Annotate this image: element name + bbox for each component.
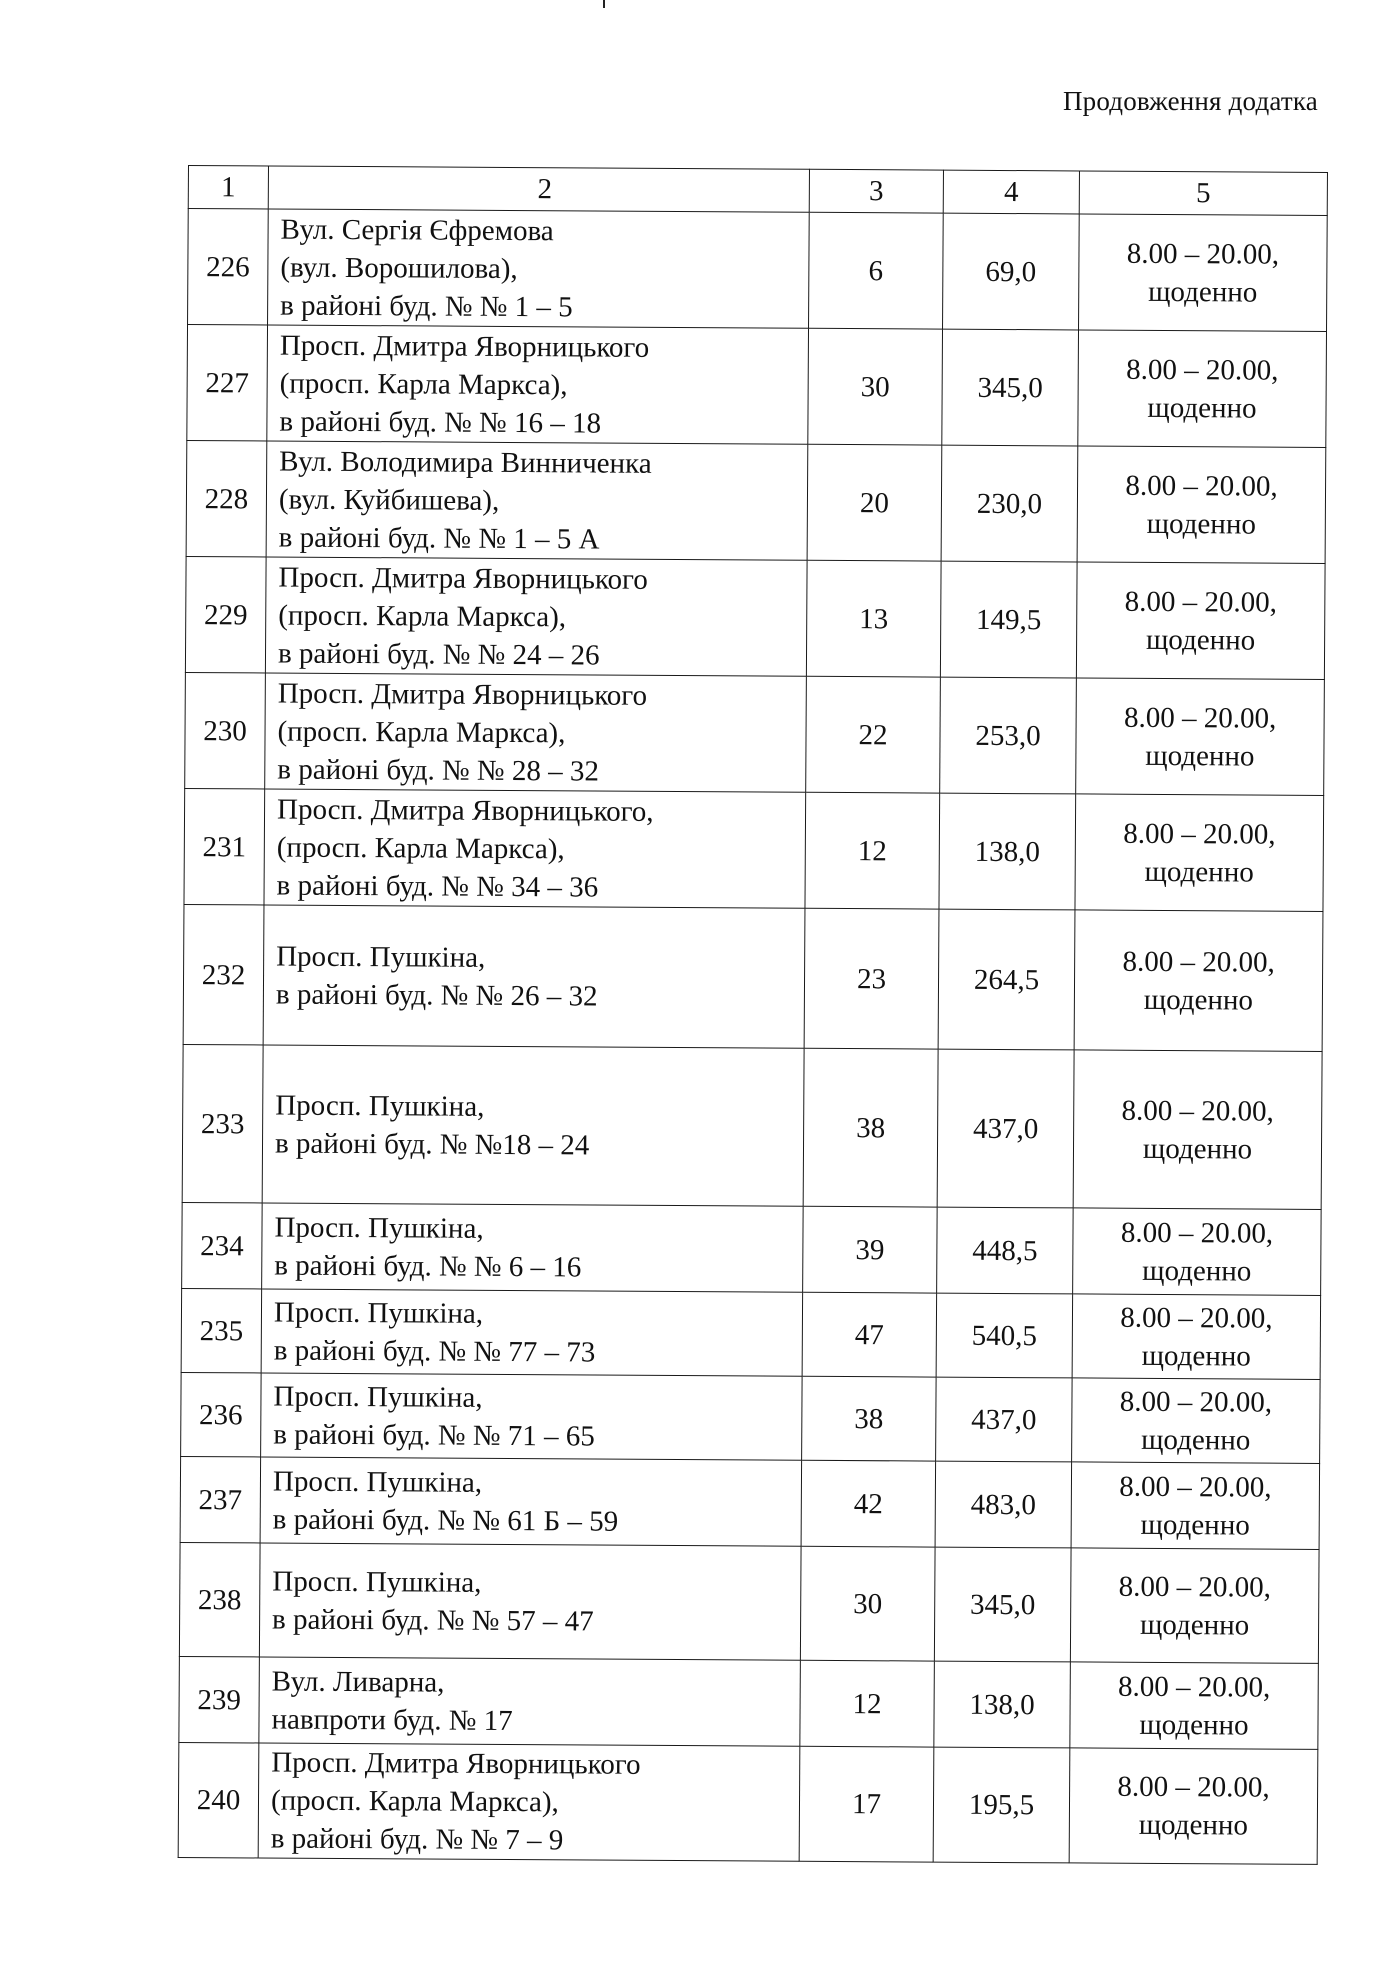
- address-line: в районі буд. № № 71 – 65: [273, 1418, 595, 1453]
- header-col-4: 4: [943, 170, 1079, 214]
- column-3-value: 30: [800, 1546, 935, 1661]
- column-3-value: 6: [809, 212, 944, 329]
- column-3-value: 20: [807, 444, 942, 561]
- address-line: в районі буд. № № 16 – 18: [279, 405, 602, 440]
- column-3-value: 39: [803, 1206, 938, 1293]
- column-4-value: 540,5: [936, 1293, 1073, 1378]
- address-line: Просп. Пушкіна,: [272, 1565, 482, 1599]
- address-line: Просп. Пушкіна,: [274, 1211, 484, 1245]
- schedule-cell: [1075, 794, 1324, 912]
- schedule-line: щоденно: [1141, 1339, 1251, 1373]
- schedule-cell: [1072, 1294, 1321, 1380]
- address-line: в районі буд. № № 57 – 47: [272, 1603, 594, 1638]
- address-line: навпроти буд. № 17: [271, 1703, 513, 1737]
- placement-table: [178, 165, 1328, 1865]
- address-cell: [263, 905, 805, 1048]
- address-cell: [267, 325, 809, 444]
- address-line: в районі буд. № № 6 – 16: [274, 1249, 582, 1283]
- column-4-value: 195,5: [933, 1747, 1070, 1863]
- schedule-line: 8.00 – 20.00,: [1126, 353, 1279, 387]
- column-4-value: 345,0: [942, 329, 1079, 446]
- table-row: [187, 325, 1327, 448]
- address-line: Просп. Пушкіна,: [276, 940, 486, 974]
- schedule-line: 8.00 – 20.00,: [1120, 1216, 1274, 1250]
- address-line: (просп. Карла Маркса),: [277, 715, 566, 749]
- schedule-line: 8.00 – 20.00,: [1118, 1670, 1271, 1704]
- schedule-line: щоденно: [1139, 1608, 1250, 1642]
- table-row: [180, 1456, 1320, 1549]
- schedule-cell: [1076, 562, 1325, 680]
- column-3-value: 13: [806, 560, 941, 677]
- row-number: 228: [186, 440, 267, 556]
- column-4-value: 138,0: [939, 793, 1076, 910]
- column-3-value: 38: [803, 1048, 938, 1207]
- schedule-cell: [1077, 446, 1326, 564]
- schedule-line: щоденно: [1141, 1423, 1251, 1457]
- schedule-line: 8.00 – 20.00,: [1123, 701, 1277, 735]
- schedule-cell: [1070, 1548, 1319, 1664]
- address-line: (просп. Карла Маркса),: [270, 1784, 559, 1819]
- header-col-3: 3: [809, 169, 943, 213]
- schedule-line: 8.00 – 20.00,: [1119, 1470, 1272, 1504]
- row-number: 227: [187, 325, 268, 441]
- table-row: [181, 1288, 1320, 1379]
- address-line: (просп. Карла Маркса),: [276, 831, 565, 865]
- schedule-line: 8.00 – 20.00,: [1118, 1570, 1272, 1604]
- address-line: (вул. Куйбишева),: [278, 483, 500, 517]
- address-cell: [259, 1657, 801, 1746]
- address-cell: [265, 557, 807, 676]
- address-cell: [262, 1203, 804, 1292]
- table-row: [184, 788, 1324, 911]
- row-number: 239: [179, 1656, 260, 1742]
- address-cell: [261, 1373, 803, 1460]
- row-number: 231: [184, 788, 265, 904]
- column-4-value: 345,0: [934, 1547, 1071, 1662]
- table-row: [182, 1202, 1322, 1295]
- schedule-cell: [1069, 1748, 1318, 1865]
- address-line: Просп. Пушкіна,: [273, 1380, 483, 1414]
- header-col-5: 5: [1079, 171, 1327, 216]
- address-line: Просп. Дмитра Яворницького: [279, 329, 650, 364]
- address-cell: [258, 1743, 800, 1861]
- schedule-line: 8.00 – 20.00,: [1117, 1770, 1270, 1804]
- column-3-value: 42: [801, 1460, 936, 1547]
- table-body: [178, 166, 1327, 1865]
- address-cell: [259, 1543, 801, 1660]
- header-col-1: 1: [188, 166, 268, 209]
- row-number: 232: [183, 904, 264, 1044]
- row-number: 240: [178, 1742, 259, 1857]
- column-3-value: 30: [808, 328, 943, 445]
- schedule-line: щоденно: [1138, 1808, 1249, 1842]
- row-number: 236: [181, 1372, 262, 1456]
- column-3-value: 12: [800, 1660, 935, 1747]
- address-cell: [264, 789, 806, 908]
- address-cell: [262, 1045, 804, 1206]
- table-row: [188, 209, 1328, 332]
- column-3-value: 38: [802, 1376, 937, 1461]
- page-edge-mark: [603, 0, 605, 8]
- column-4-value: 149,5: [940, 561, 1077, 678]
- table-row: [186, 440, 1326, 563]
- table-header-row: [188, 166, 1327, 216]
- address-line: Вул. Володимира Винниченка: [279, 445, 652, 480]
- schedule-cell: [1078, 330, 1327, 448]
- row-number: 235: [181, 1288, 262, 1372]
- schedule-line: 8.00 – 20.00,: [1120, 1301, 1273, 1335]
- address-line: в районі буд. № № 34 – 36: [276, 869, 599, 904]
- schedule-line: щоденно: [1145, 739, 1255, 773]
- schedule-line: щоденно: [1142, 1132, 1253, 1166]
- schedule-line: 8.00 – 20.00,: [1121, 1094, 1274, 1128]
- address-line: Просп. Пушкіна,: [273, 1296, 484, 1330]
- address-line: в районі буд. № № 77 – 73: [273, 1334, 596, 1369]
- address-line: Просп. Пушкіна,: [275, 1089, 485, 1123]
- row-number: 237: [180, 1456, 261, 1542]
- schedule-line: щоденно: [1143, 983, 1254, 1017]
- column-4-value: 253,0: [940, 677, 1077, 794]
- address-line: в районі буд. № №18 – 24: [274, 1127, 590, 1161]
- schedule-cell: [1073, 1050, 1322, 1210]
- table-row: [183, 904, 1323, 1051]
- address-line: в районі буд. № № 28 – 32: [277, 753, 599, 788]
- address-line: в районі буд. № № 24 – 26: [277, 637, 600, 672]
- column-4-value: 483,0: [935, 1461, 1072, 1548]
- schedule-cell: [1074, 910, 1323, 1052]
- schedule-cell: [1073, 1208, 1322, 1296]
- row-number: 238: [179, 1542, 260, 1656]
- address-line: в районі буд. № № 26 – 32: [275, 978, 598, 1013]
- column-4-value: 230,0: [941, 445, 1078, 562]
- schedule-line: щоденно: [1139, 1708, 1249, 1742]
- row-number: 229: [185, 556, 266, 672]
- address-line: Просп. Дмитра Яворницького: [277, 677, 648, 712]
- column-4-value: 437,0: [937, 1049, 1074, 1208]
- schedule-line: щоденно: [1142, 1254, 1252, 1288]
- schedule-cell: [1071, 1462, 1320, 1550]
- table-row: [182, 1044, 1322, 1209]
- table-row: [178, 1742, 1318, 1864]
- table-row: [181, 1372, 1320, 1463]
- address-cell: [261, 1289, 803, 1376]
- address-cell: [260, 1457, 802, 1546]
- address-line: в районі буд. № № 1 – 5: [280, 289, 573, 323]
- column-3-value: 23: [804, 908, 939, 1049]
- table-row: [179, 1656, 1319, 1749]
- address-line: Просп. Дмитра Яворницького,: [276, 793, 654, 828]
- address-line: (просп. Карла Маркса),: [278, 599, 567, 633]
- column-3-value: 12: [805, 792, 940, 909]
- row-number: 226: [188, 209, 269, 325]
- schedule-line: 8.00 – 20.00,: [1124, 585, 1278, 619]
- column-4-value: 264,5: [938, 909, 1075, 1050]
- page-caption: Продовження додатка: [1062, 86, 1318, 116]
- address-line: в районі буд. № № 61 Б – 59: [272, 1503, 619, 1538]
- schedule-line: щоденно: [1148, 275, 1258, 309]
- address-line: (вул. Ворошилова),: [280, 251, 518, 285]
- schedule-cell: [1079, 214, 1328, 332]
- address-line: Просп. Пушкіна,: [272, 1465, 483, 1499]
- schedule-cell: [1072, 1378, 1321, 1464]
- table-row: [179, 1542, 1319, 1663]
- address-line: (просп. Карла Маркса),: [279, 367, 568, 401]
- schedule-cell: [1070, 1662, 1319, 1750]
- column-3-value: 47: [802, 1292, 937, 1377]
- header-col-2: 2: [268, 166, 809, 212]
- schedule-line: щоденно: [1146, 507, 1257, 541]
- schedule-line: 8.00 – 20.00,: [1125, 469, 1278, 503]
- row-number: 234: [182, 1202, 263, 1288]
- address-cell: [268, 209, 810, 328]
- table-row: [185, 672, 1325, 795]
- schedule-line: 8.00 – 20.00,: [1122, 945, 1275, 979]
- address-line: в районі буд. № № 1 – 5 А: [278, 521, 600, 556]
- address-line: Просп. Дмитра Яворницького: [278, 561, 648, 596]
- table-row: [185, 556, 1325, 679]
- schedule-line: щоденно: [1144, 855, 1254, 889]
- address-cell: [266, 441, 808, 560]
- schedule-line: 8.00 – 20.00,: [1123, 817, 1276, 851]
- column-3-value: 17: [799, 1746, 934, 1862]
- row-number: 230: [185, 672, 266, 788]
- column-3-value: 22: [806, 676, 941, 793]
- column-4-value: 448,5: [937, 1207, 1074, 1294]
- schedule-line: щоденно: [1147, 391, 1257, 425]
- schedule-line: щоденно: [1145, 623, 1256, 657]
- schedule-cell: [1076, 678, 1325, 796]
- column-4-value: 69,0: [943, 213, 1080, 330]
- schedule-line: щоденно: [1140, 1508, 1250, 1542]
- column-4-value: 437,0: [936, 1377, 1073, 1462]
- address-line: Вул. Ливарна,: [271, 1665, 445, 1699]
- address-line: Вул. Сергія Єфремова: [280, 213, 554, 247]
- address-line: Просп. Дмитра Яворницького: [271, 1746, 641, 1781]
- column-4-value: 138,0: [934, 1661, 1071, 1748]
- schedule-line: 8.00 – 20.00,: [1119, 1385, 1273, 1419]
- row-number: 233: [182, 1044, 263, 1202]
- address-cell: [265, 673, 807, 792]
- schedule-line: 8.00 – 20.00,: [1126, 237, 1280, 271]
- address-line: в районі буд. № № 7 – 9: [270, 1822, 564, 1857]
